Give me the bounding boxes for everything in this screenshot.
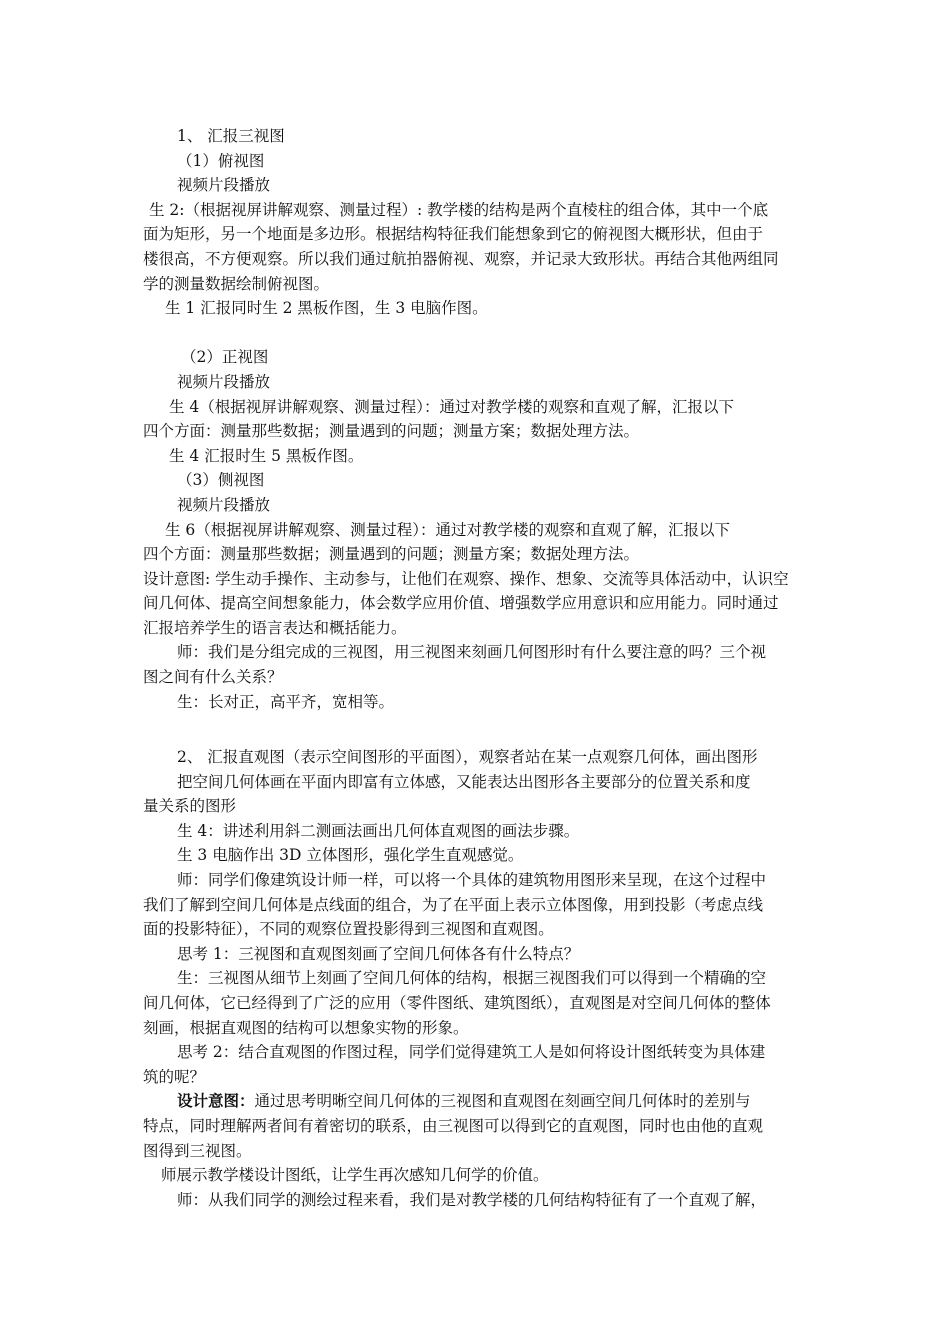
video-note: 视频片段播放: [177, 372, 271, 391]
teacher-line: 面的投影特征），不同的观察位置投影得到三视图和直观图。: [143, 920, 554, 939]
section2-heading: 2、 汇报直观图（表示空间图形的平面图），观察者站在某一点观察几何体，画出图形: [177, 748, 758, 766]
student-answer-line: 间几何体，它已经得到了广泛的应用（零件图纸、建筑图纸），直观图是对空间几何体的整体: [143, 993, 771, 1012]
student2-line: 楼很高，不方便观察。所以我们通过航拍器俯视、观察，并记录大致形状。再结合其他两组同: [143, 249, 779, 268]
blank-line: [143, 321, 807, 346]
design-intent-line: 汇报培养学生的语言表达和概括能力。: [143, 618, 407, 637]
design-intent-line: 间几何体、提高空间想象能力，体会数学应用价值、增强数学应用意识和应用能力。同时通过: [143, 594, 779, 613]
student-answer-line: 刻画，根据直观图的结构可以想象实物的形象。: [143, 1018, 469, 1037]
student6-line: 四个方面：测量那些数据；测量遇到的问题；测量方案；数据处理方法。: [143, 545, 640, 564]
design-intent-line: 图得到三视图。: [143, 1141, 252, 1160]
side-view-title: （3）侧视图: [177, 471, 265, 490]
design-intent-text: 通过思考明晰空间几何体的三视图和直观图在刻画空间几何体时的差别与: [254, 1092, 751, 1111]
student6-line: 生 6（根据视屏讲解观察、测量过程）：通过对教学楼的观察和直观了解，汇报以下: [165, 520, 731, 539]
top-view-title: （1）俯视图: [177, 151, 265, 170]
teacher-last: 师：从我们同学的测绘过程来看，我们是对教学楼的几何结构特征有了一个直观了解，: [177, 1190, 767, 1209]
think2-line: 思考 2：结合直观图的作图过程，同学们觉得建筑工人是如何将设计图纸转变为具体建: [177, 1043, 766, 1062]
design-intent-label: 设计意图：: [177, 1091, 255, 1111]
student2-line: 学的测量数据绘制俯视图。: [143, 274, 330, 293]
definition-line: 量关系的图形: [143, 797, 237, 816]
student-answer-line: 生：三视图从细节上刻画了空间几何体的结构，根据三视图我们可以得到一个精确的空: [177, 969, 767, 988]
student4-line: 生 4（根据视屏讲解观察、测量过程）：通过对教学楼的观察和直观了解，汇报以下: [169, 397, 735, 416]
section2: [143, 745, 807, 1212]
front-view-title: （2）正视图: [181, 348, 269, 367]
student-answer: 生：长对正，高平齐，宽相等。: [177, 692, 395, 711]
student4-line: 四个方面：测量那些数据；测量遇到的问题；测量方案；数据处理方法。: [143, 422, 640, 441]
student1-note: 生 1 汇报同时生 2 黑板作图，生 3 电脑作图。: [165, 299, 488, 318]
design-intent-line: 设计意图: 学生动手操作、主动参与，让他们在观察、操作、想象、交流等具体活动中，认识空: [143, 569, 789, 588]
student3-3d: 生 3 电脑作出 3D 立体图形，强化学生直观感觉。: [177, 846, 524, 865]
student2-line: 生 2:（根据视屏讲解观察、测量过程）: 教学楼的结构是两个直棱柱的组合体，其中一个底: [149, 200, 769, 219]
think1: 思考 1：三视图和直观图刻画了空间几何体各有什么特点？: [177, 944, 580, 963]
student2-line: 面为矩形，另一个地面是多边形。根据结构特征我们能想象到它的俯视图大概形状，但由于: [143, 225, 764, 244]
teacher-line: 师：同学们像建筑设计师一样，可以将一个具体的建筑物用图形来呈现，在这个过程中: [177, 870, 767, 889]
video-note: 视频片段播放: [177, 176, 271, 195]
teacher-question-line: 图之间有什么关系？: [143, 668, 283, 687]
think2-line: 筑的呢？: [143, 1067, 206, 1086]
student4-note: 生 4 汇报时生 5 黑板作图。: [169, 446, 364, 465]
teacher-show: 师展示教学楼设计图纸，让学生再次感知几何学的价值。: [161, 1166, 549, 1185]
section1: [143, 124, 807, 714]
teacher-line: 我们了解到空间几何体是点线面的组合，为了在平面上表示立体图像，用到投影（考虑点线: [143, 895, 764, 914]
design-intent-first-line: [143, 1089, 807, 1114]
student4-steps: 生 4：讲述利用斜二测画法画出几何体直观图的画法步骤。: [177, 821, 580, 840]
definition-line: 把空间几何体画在平面内即富有立体感，又能表达出图形各主要部分的位置关系和度: [177, 772, 751, 791]
video-note: 视频片段播放: [177, 495, 271, 514]
section1-heading: 1、 汇报三视图: [177, 127, 285, 145]
teacher-question-line: 师：我们是分组完成的三视图，用三视图来刻画几何图形时有什么要注意的吗？三个视: [177, 643, 767, 662]
design-intent-line: 特点，同时理解两者间有着密切的联系，由三视图可以得到它的直观图，同时也由他的直观: [143, 1116, 764, 1135]
